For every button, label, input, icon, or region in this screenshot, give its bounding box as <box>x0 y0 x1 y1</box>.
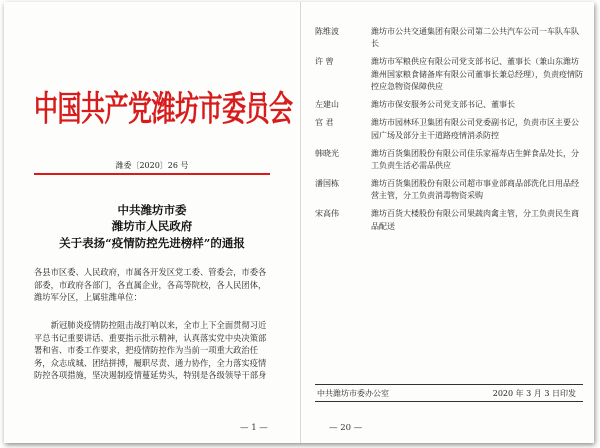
page-number: — 20 — <box>329 423 363 433</box>
honoree-role: 潍坊百货集团股份有限公司超市事业部商品部洗化日用品经营主管，分工负责消毒物资采购 <box>371 179 579 201</box>
honoree-name: 宋高伟 <box>315 209 339 219</box>
page-number: — 1 — <box>240 423 268 433</box>
title-line-2: 潍坊市人民政府 <box>111 219 193 233</box>
footer-rule-bottom <box>315 401 583 402</box>
honoree-name: 官 君 <box>315 118 334 128</box>
honoree-role: 潍坊市公共交通集团有限公司第二公共汽车公司一车队车队长 <box>371 27 579 49</box>
list-item <box>315 148 585 173</box>
list-item <box>315 26 585 51</box>
honoree-list <box>315 26 585 239</box>
list-item <box>315 99 585 111</box>
honoree-name: 韩晓光 <box>315 148 339 158</box>
footer-rule-top <box>315 384 583 385</box>
honoree-role: 潍坊市军粮供应有限公司党支部书记、董事长（兼山东潍坊潍州国家粮食储备库有限公司董事长兼总经理），负责疫情防控应急物资保障供应 <box>371 57 583 92</box>
list-item <box>315 178 585 203</box>
right-page <box>301 2 594 443</box>
title-line-1: 中共潍坊市委 <box>117 203 187 217</box>
honoree-role: 潍坊市园林环卫集团有限公司党委副书记，负责市区主要公园广场及部分主干道路疫情消杀防控 <box>371 118 579 140</box>
left-page <box>4 2 301 443</box>
list-item <box>315 56 585 93</box>
honoree-role: 潍坊百货大楼股份有限公司果蔬肉禽主管，分工负责民生商品配送 <box>371 209 579 231</box>
recipients: 各县市区委、人民政府，市属各开发区党工委、管委会，市委各部委，市政府各部门，各直属企业，各高等院校，各人民团体，潍坊军分区，上属驻潍单位： <box>34 267 267 302</box>
footer-date: 2020 年 3 月 3 日印发 <box>492 389 576 398</box>
masthead: 中国共产党潍坊市委员会 <box>34 90 293 130</box>
honoree-name: 潘国栋 <box>315 179 339 189</box>
list-item <box>315 117 585 142</box>
red-divider <box>34 173 270 175</box>
title-line-3: 关于表扬“疫情防控先进榜样”的通报 <box>59 236 245 250</box>
body-paragraph: 新冠肺炎疫情防控阻击战打响以来，全市上下全面贯彻习近平总书记重要讲话、重要指示批示精神，认真落实党中央决策部署和省、市委工作要求，把疫情防控作为当前一项重大政治任务，众志成城、团结拼搏，履职尽责、通力协作，全力落实疫情防控各项措施，坚决遏制疫情蔓延势头，特别是各级领导干部身 <box>34 320 267 380</box>
honoree-name: 陈维波 <box>315 27 339 36</box>
honoree-role: 潍坊百货集团股份有限公司佳乐家福寿店生鲜食品处长，分工负责生活必需品供应 <box>371 148 579 171</box>
document-number: 潍委〔2020〕26 号 <box>115 161 189 170</box>
footer-issuer: 中共潍坊市委办公室 <box>317 389 389 398</box>
document-spread <box>4 2 594 443</box>
honoree-name: 许 曾 <box>315 57 334 67</box>
honoree-name: 左建山 <box>315 100 339 110</box>
list-item <box>315 208 585 233</box>
honoree-role: 潍坊市保安服务公司党支部书记、董事长 <box>371 100 515 110</box>
